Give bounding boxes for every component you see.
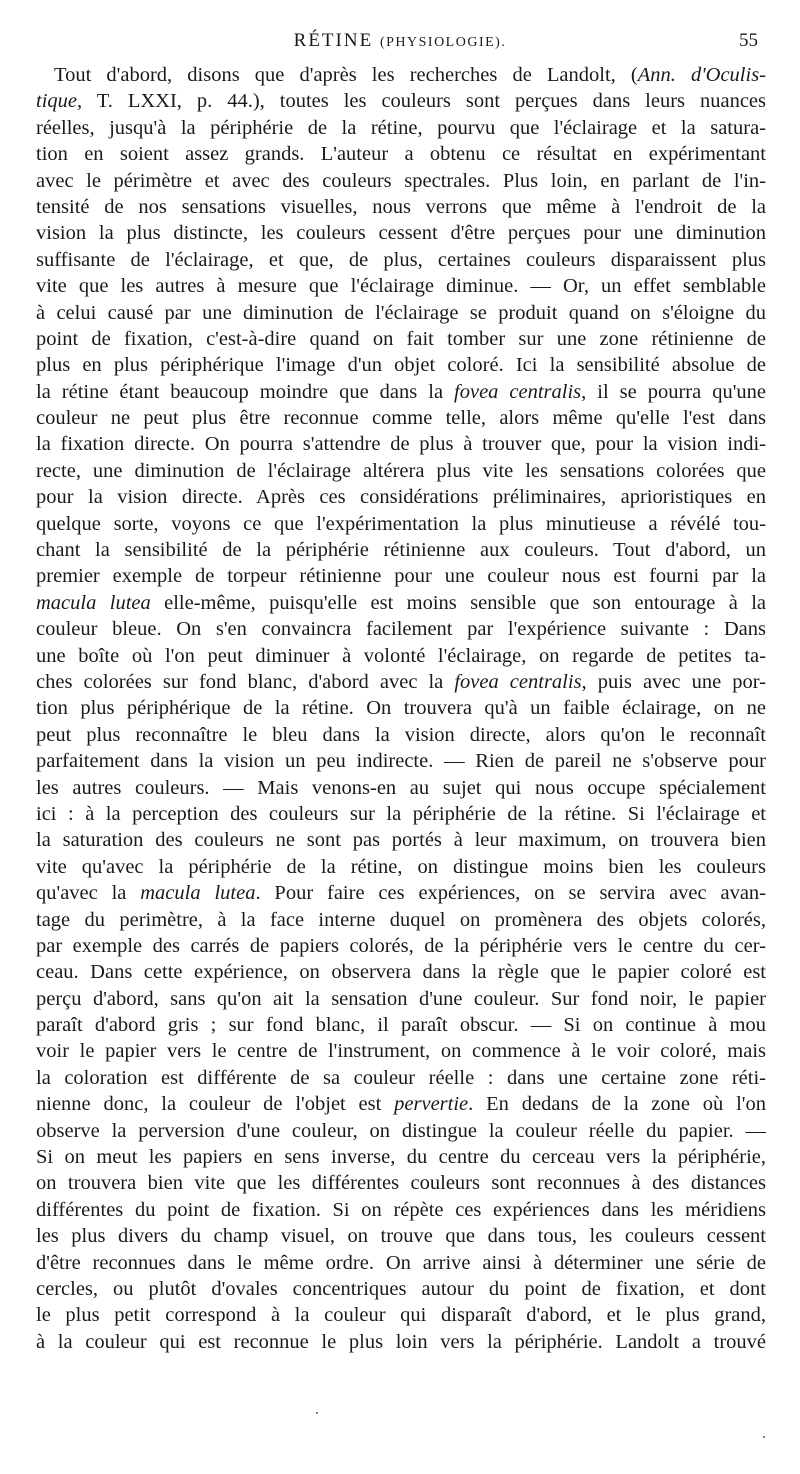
text-line [36,405,766,431]
text-line [36,616,766,642]
text-line [36,695,766,721]
text-line [36,300,766,326]
text-run: la saturation des couleurs ne sont pas portés à leur maximum, on trouvera bien [36,829,766,852]
text-line [36,326,766,352]
text-run: les autres couleurs. — Mais venons-en au sujet qui nous occupe spécialement [36,776,766,799]
text-line [36,247,766,273]
italic-run: macula lutea [140,882,256,905]
text-run: point de fixation, c'est-à-dire quand on fait tomber sur une zone rétinienne de [36,327,766,350]
text-run: , T. LXXI, p. 44.), toutes les couleurs sont perçues dans leurs nuances [77,90,766,113]
text-line [36,1250,766,1276]
page-header-title [0,30,800,52]
print-speck [316,1412,318,1414]
text-run: on trouvera bien vite que les différentes couleurs sont reconnues à des distances [36,1172,766,1195]
text-line [36,220,766,246]
text-line [36,1144,766,1170]
text-run: une boîte où l'on peut diminuer à volonté l'éclairage, on regarde de petites ta- [36,644,766,667]
text-line [36,168,766,194]
text-run: perçu d'abord, sans qu'on ait la sensation d'une couleur. Sur fond noir, le papier [36,987,766,1010]
text-run: parfaitement dans la vision un peu indirecte. — Rien de pareil ne s'observe pour [36,750,766,773]
text-line [36,88,766,114]
text-line [36,141,766,167]
text-line [36,379,766,405]
text-run: Si on meut les papiers en sens inverse, du centre du cerceau vers la périphérie, [36,1146,766,1169]
text-line [36,537,766,563]
text-run: tion plus périphérique de la rétine. On trouvera qu'à un faible éclairage, on ne [36,697,766,720]
text-run: d'être reconnues dans le même ordre. On arrive ainsi à déterminer une série de [36,1251,766,1274]
text-run: premier exemple de torpeur rétinienne pour une couleur nous est fourni par la [36,565,766,588]
running-head [0,26,800,56]
text-run: à celui causé par une diminution de l'éclairage se produit quand on s'éloigne du [36,301,766,324]
text-run: tage du perimètre, à la face interne duquel on promènera des objets colorés, [36,908,766,931]
text-line [36,1302,766,1328]
text-line [36,1065,766,1091]
text-run: couleur ne peut plus être reconnue comme telle, alors même qu'elle l'est dans [36,407,766,430]
italic-run: pervertie [394,1093,469,1116]
text-line [36,563,766,589]
text-line [36,484,766,510]
text-line [36,590,766,616]
text-line [36,854,766,880]
text-run: couleur bleue. On s'en convaincra facilement par l'expérience suivante : Dans [36,618,766,641]
print-speck [763,1436,765,1438]
text-line [36,880,766,906]
text-run: ches colorées sur fond blanc, d'abord avec la [36,670,455,693]
text-run: Tout d'abord, disons que d'après les recherches de Landolt, ( [54,64,638,86]
text-line [36,1223,766,1249]
text-line [36,352,766,378]
text-run: plus en plus périphérique l'image d'un objet coloré. Ici la sensibilité absolue de [36,354,766,377]
body-text [36,62,766,1355]
text-run: le plus petit correspond à la couleur qui disparaît d'abord, et le plus grand, [36,1304,766,1327]
text-run: . Pour faire ces expériences, on se servira avec avan- [255,882,766,905]
text-line [36,115,766,141]
text-run: réelles, jusqu'à la périphérie de la rétine, pourvu que l'éclairage et la satura- [36,116,766,139]
header-title-sub: (PHYSIOLOGIE). [379,35,507,50]
text-line [36,669,766,695]
text-run: par exemple des carrés de papiers colorés, de la périphérie vers le centre du cer- [36,934,766,957]
text-line [36,1197,766,1223]
text-line [36,458,766,484]
text-run: ceau. Dans cette expérience, on observera dans la règle que le papier coloré est [36,961,766,984]
text-run: les plus divers du champ visuel, on trouve que dans tous, les couleurs cessent [36,1225,766,1248]
text-line [36,194,766,220]
text-run: qu'avec la [36,882,141,905]
text-line [36,775,766,801]
text-run: pour la vision directe. Après ces considérations préliminaires, aprioristiques en [36,486,766,509]
text-line [36,1170,766,1196]
text-run: peut plus reconnaître le bleu dans la vision directe, alors qu'on le reconnaît [36,723,766,746]
text-line [36,273,766,299]
page-number: 55 [739,30,758,51]
text-run: la fixation directe. On pourra s'attendre de plus à trouver que, pour la vision indi- [36,433,766,456]
text-run: , il se pourra qu'une [581,380,766,403]
text-run: à la couleur qui est reconnue le plus loin vers la périphérie. Landolt a trouvé [36,1330,766,1353]
text-run: différentes du point de fixation. Si on répète ces expériences dans les méridiens [36,1198,766,1221]
italic-run: Ann. d'Oculis- [637,64,766,86]
text-run: tion en soient assez grands. L'auteur a obtenu ce résultat en expérimentant [36,143,766,166]
text-line [36,986,766,1012]
text-run: elle-même, puisqu'elle est moins sensible que son entourage à la [150,591,766,614]
text-run: vite qu'avec la périphérie de la rétine, on distingue moins bien les couleurs [36,855,766,878]
text-run: paraît d'abord gris ; sur fond blanc, il paraît obscur. — Si on continue à mou [36,1014,766,1037]
text-run: observe la perversion d'une couleur, on distingue la couleur réelle du papier. — [36,1119,766,1142]
text-run: vite que les autres à mesure que l'éclairage diminue. — Or, un effet semblable [36,275,766,298]
text-run: quelque sorte, voyons ce que l'expérimentation la plus minutieuse a révélé tou- [36,512,766,535]
text-line [36,748,766,774]
text-run: suffisante de l'éclairage, et que, de plus, certaines couleurs disparaissent plus [36,248,766,271]
text-run: avec le périmètre et avec des couleurs spectrales. Plus loin, en parlant de l'in- [36,169,766,192]
text-run: voir le papier vers le centre de l'instrument, on commence à le voir coloré, mais [36,1040,766,1063]
text-line [36,801,766,827]
text-line [36,511,766,537]
text-line [36,1118,766,1144]
text-line [36,933,766,959]
text-line [36,959,766,985]
text-run: chant la sensibilité de la périphérie rétinienne aux couleurs. Tout d'abord, un [36,539,766,562]
italic-run: tique [36,90,77,113]
text-run: , puis avec une por- [581,670,766,693]
text-run: . En dedans de la zone où l'on [468,1093,766,1116]
header-title-main: RÉTINE [293,30,374,51]
text-line [36,827,766,853]
text-run: cercles, ou plutôt d'ovales concentriques autour du point de fixation, et dont [36,1277,766,1300]
text-run: la rétine étant beaucoup moindre que dans la [36,380,455,403]
text-line [36,1038,766,1064]
text-run: ici : à la perception des couleurs sur la périphérie de la rétine. Si l'éclairage et [36,802,766,825]
text-line [36,1012,766,1038]
text-line [36,1276,766,1302]
text-run: nienne donc, la couleur de l'objet est [36,1093,395,1116]
text-line [36,1329,766,1355]
italic-run: macula lutea [36,591,151,614]
text-line [36,907,766,933]
text-run: la coloration est différente de sa couleur réelle : dans une certaine zone réti- [36,1066,766,1089]
italic-run: fovea centralis [454,380,582,403]
text-run: recte, une diminution de l'éclairage altérera plus vite les sensations colorées que [36,459,766,482]
text-line [36,1091,766,1117]
text-run: tensité de nos sensations visuelles, nous verrons que même à l'endroit de la [36,195,766,218]
italic-run: fovea centralis [454,670,582,693]
text-line [36,62,766,88]
text-line [36,431,766,457]
text-line [36,643,766,669]
text-run: vision la plus distincte, les couleurs cessent d'être perçues pour une diminution [36,222,766,245]
text-line [36,722,766,748]
